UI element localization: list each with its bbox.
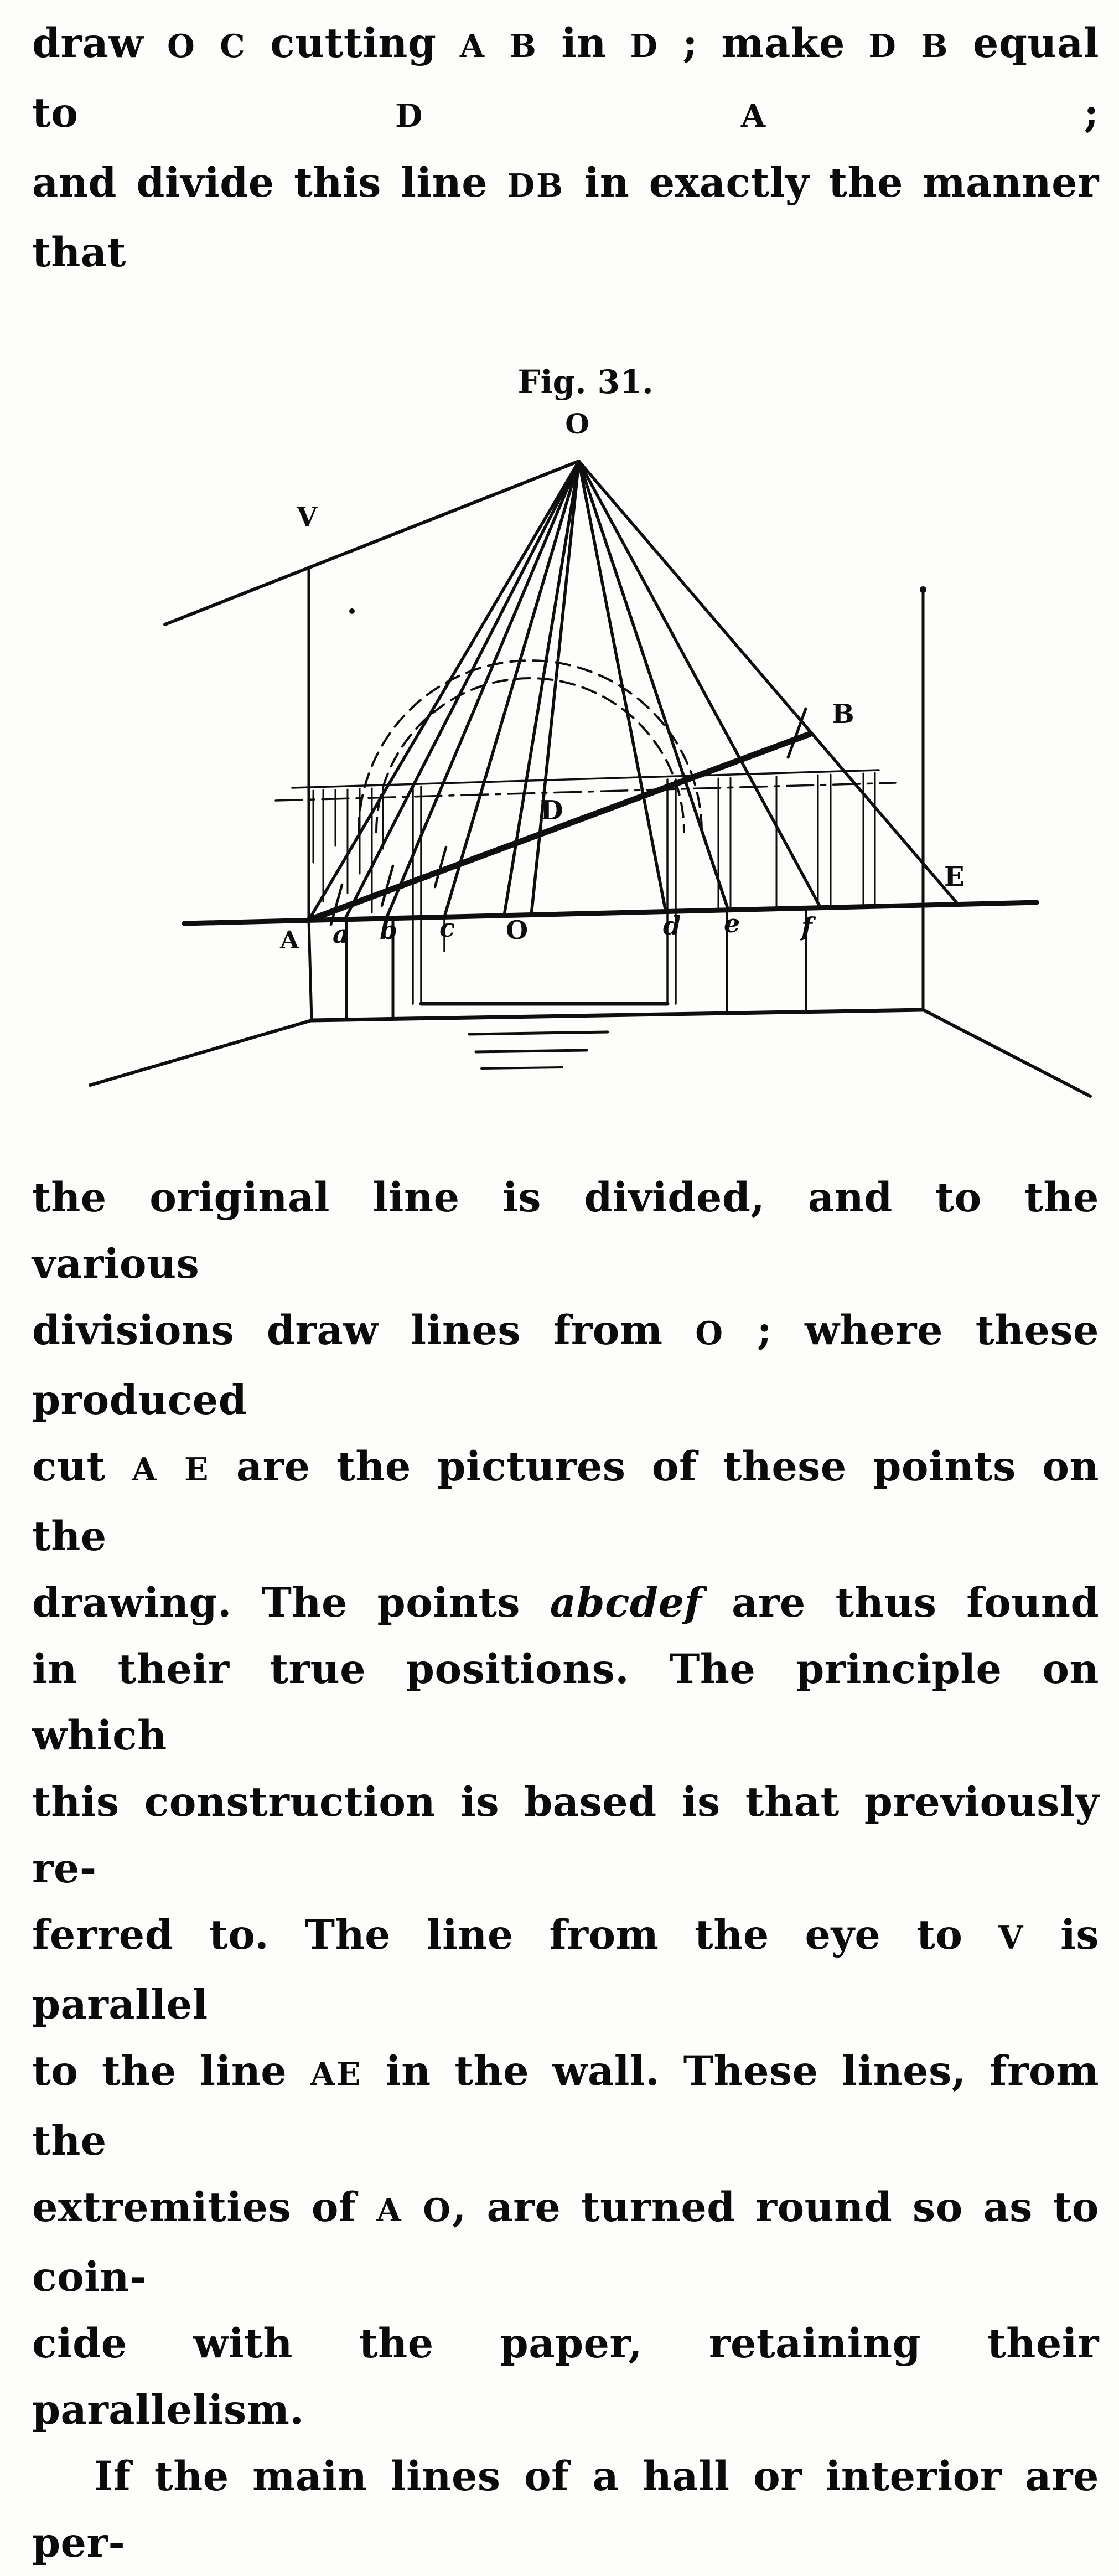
paragraph bbox=[32, 1164, 1099, 2443]
crossing-tick bbox=[382, 866, 393, 906]
label-o-top: O bbox=[565, 407, 589, 440]
small-caps: D bbox=[868, 28, 898, 65]
top-paragraph-region bbox=[32, 10, 1099, 286]
ray-line-through-b bbox=[579, 461, 957, 904]
bottom-paragraph-region bbox=[32, 1164, 1099, 2576]
small-caps: AE bbox=[310, 2056, 362, 2093]
label-d-low: d bbox=[663, 911, 681, 941]
small-caps: O bbox=[167, 28, 196, 65]
small-caps: O bbox=[695, 1315, 725, 1352]
step-mark bbox=[481, 1067, 562, 1068]
wall-hatching-left bbox=[313, 788, 383, 912]
text-run: ferred to. The line from the eye to bbox=[32, 1911, 999, 1959]
text-run bbox=[403, 2183, 423, 2231]
text-run bbox=[196, 19, 220, 67]
text-run: draw bbox=[32, 19, 168, 67]
label-e: E bbox=[944, 861, 965, 892]
small-caps: B bbox=[921, 28, 950, 65]
text-run bbox=[158, 1443, 184, 1490]
text-run: this construction is based is that previously re- bbox=[32, 1778, 1099, 1892]
text-line bbox=[32, 1769, 1099, 1902]
text-run: are the pictures of these points on the bbox=[32, 1443, 1099, 1560]
step-mark bbox=[469, 1032, 608, 1034]
text-run: ; where these produced bbox=[32, 1307, 1099, 1424]
small-caps: DB bbox=[507, 168, 565, 204]
paragraph bbox=[32, 10, 1099, 286]
wall-base-line bbox=[312, 1010, 923, 1020]
floor-corner-left bbox=[90, 1020, 312, 1085]
line-a-b bbox=[309, 734, 810, 920]
paragraph bbox=[32, 2443, 1099, 2576]
text-run: ; make bbox=[659, 19, 869, 67]
text-line bbox=[32, 2038, 1099, 2174]
text-line bbox=[32, 1433, 1099, 1570]
small-caps: A bbox=[740, 98, 768, 135]
right-edge-dot bbox=[920, 586, 926, 593]
text-run: cide with the paper, retaining their parallelism. bbox=[32, 2320, 1099, 2434]
label-b-low: b bbox=[380, 915, 398, 945]
ray-line bbox=[444, 461, 579, 917]
floor-corner-right bbox=[923, 1010, 1090, 1096]
text-run: and divide this line bbox=[32, 159, 507, 207]
text-run: drawing. The points bbox=[32, 1579, 550, 1627]
text-run: in the wall. These lines, from the bbox=[32, 2047, 1099, 2165]
text-run: cut bbox=[32, 1443, 132, 1490]
small-caps: A bbox=[459, 28, 486, 65]
label-c-low: c bbox=[439, 913, 455, 943]
text-line bbox=[32, 149, 1099, 286]
text-line bbox=[32, 2174, 1099, 2310]
ray-line bbox=[345, 461, 579, 920]
figure-caption: Fig. 31. bbox=[517, 363, 654, 401]
text-run: are thus found bbox=[702, 1579, 1099, 1627]
text-line bbox=[32, 2443, 1099, 2576]
label-d: D bbox=[540, 795, 563, 826]
small-caps: V bbox=[998, 1920, 1025, 1956]
ray-line bbox=[504, 461, 579, 916]
label-a-low: a bbox=[333, 919, 349, 949]
small-caps: C bbox=[220, 28, 247, 65]
small-caps: D bbox=[395, 98, 424, 135]
small-caps: D bbox=[630, 28, 659, 65]
text-line bbox=[32, 1570, 1099, 1636]
text-run bbox=[898, 19, 921, 67]
label-e-low: e bbox=[724, 908, 740, 938]
text-run: ; bbox=[767, 89, 1099, 137]
text-line bbox=[32, 1902, 1099, 2038]
text-run: is parallel bbox=[32, 1911, 1099, 2028]
text-line bbox=[32, 10, 1099, 149]
label-o-base: O bbox=[506, 915, 529, 945]
text-run: divisions draw lines from bbox=[32, 1307, 696, 1354]
text-run: extremities of bbox=[32, 2183, 377, 2231]
text-line bbox=[32, 1164, 1099, 1297]
small-caps: B bbox=[509, 28, 538, 65]
text-line bbox=[32, 2310, 1099, 2443]
perspective-diagram bbox=[32, 348, 1119, 1123]
step-mark bbox=[476, 1050, 587, 1052]
label-b: B bbox=[832, 699, 854, 730]
text-run bbox=[424, 89, 741, 137]
text-run: in exactly the manner that bbox=[32, 159, 1100, 276]
text-line bbox=[32, 1297, 1099, 1433]
label-v: V bbox=[297, 502, 318, 533]
small-caps: O bbox=[423, 2192, 453, 2229]
stray-dot bbox=[349, 608, 355, 614]
ray-line bbox=[579, 461, 821, 908]
figure-linework bbox=[90, 461, 1090, 1096]
label-f-low: f bbox=[801, 912, 812, 942]
small-caps: E bbox=[184, 1452, 210, 1488]
text-run: to the line bbox=[32, 2047, 310, 2095]
v-parallel-line bbox=[165, 461, 579, 624]
label-a-cap: A bbox=[280, 926, 299, 954]
italic-text: abcdef bbox=[550, 1579, 702, 1627]
text-line bbox=[32, 1636, 1099, 1769]
wall-left-edge-lower bbox=[309, 920, 312, 1020]
small-caps: A bbox=[376, 2192, 403, 2229]
ray-line bbox=[386, 461, 579, 918]
text-run: cutting bbox=[246, 19, 460, 67]
text-run: the original line is divided, and to the various bbox=[32, 1174, 1099, 1288]
wall-hatching-right bbox=[718, 773, 875, 909]
text-run: in bbox=[537, 19, 630, 67]
text-run: , are turned round so as to coin- bbox=[32, 2183, 1099, 2301]
small-caps: A bbox=[132, 1452, 158, 1488]
text-run bbox=[486, 19, 510, 67]
text-run: equal to bbox=[32, 19, 1099, 137]
text-run: in their true positions. The principle on which bbox=[32, 1645, 1099, 1759]
figure-31 bbox=[32, 348, 1099, 1123]
text-run: If the main lines of a hall or interior are per- bbox=[32, 2453, 1099, 2567]
